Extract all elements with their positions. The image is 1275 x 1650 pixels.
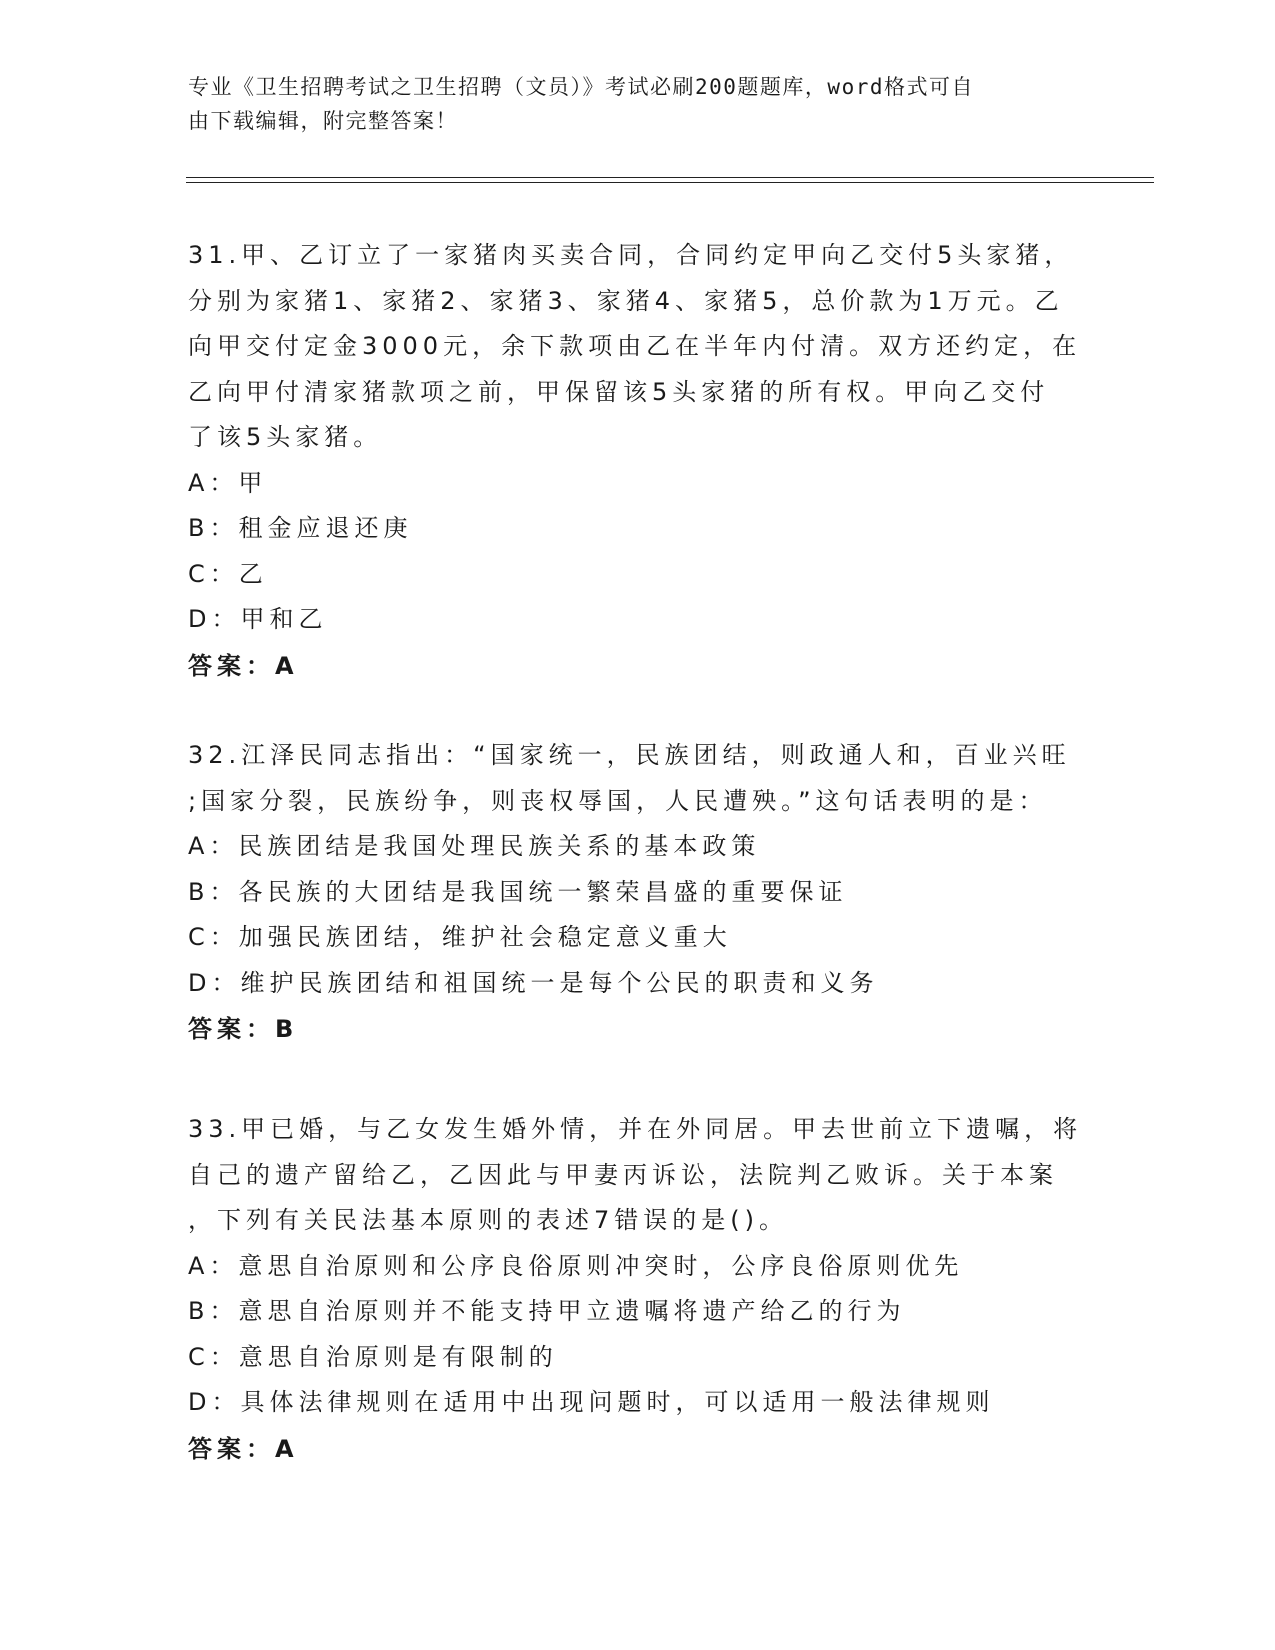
stem-line: 33.甲已婚，与乙女发生婚外情，并在外同居。甲去世前立下遗嘱，将 xyxy=(188,1115,1083,1143)
header-line: 专业《卫生招聘考试之卫生招聘（文员）》考试必刷200题题库，word格式可自 xyxy=(188,75,974,99)
header-divider xyxy=(186,182,1154,183)
option-d: D：具体法律规则在适用中出现问题时，可以适用一般法律规则 xyxy=(188,1388,995,1416)
option-d: D：维护民族团结和祖国统一是每个公民的职责和义务 xyxy=(188,968,879,997)
answer-line: 答案：B xyxy=(188,1015,299,1043)
question-stem xyxy=(188,733,1088,824)
option-a: A：甲 xyxy=(188,468,268,497)
document-header xyxy=(188,70,1088,138)
stem-line: ，下列有关民法基本原则的表述7错误的是()。 xyxy=(188,1206,788,1234)
answer-line: 答案：A xyxy=(188,651,299,680)
option-d: D：甲和乙 xyxy=(188,605,328,633)
stem-line: 31.甲、乙订立了一家猪肉买卖合同，合同约定甲向乙交付5头家猪， xyxy=(188,241,1074,269)
question-32 xyxy=(188,733,1088,1052)
answer-line: 答案：A xyxy=(188,1434,299,1463)
option-a: A：意思自治原则和公序良俗原则冲突时，公序良俗原则优先 xyxy=(188,1251,964,1280)
header-divider xyxy=(186,177,1154,178)
option-c: C：意思自治原则是有限制的 xyxy=(188,1342,558,1371)
option-a: A：民族团结是我国处理民族关系的基本政策 xyxy=(188,832,761,860)
stem-line: 乙向甲付清家猪款项之前，甲保留该5头家猪的所有权。甲向乙交付 xyxy=(188,377,1050,406)
question-31 xyxy=(188,233,1088,689)
stem-line: 向甲交付定金3000元，余下款项由乙在半年内付清。双方还约定，在 xyxy=(188,332,1082,360)
option-b: B：租金应退还庚 xyxy=(188,514,413,542)
stem-line: 自己的遗产留给乙，乙因此与甲妻丙诉讼，法院判乙败诉。关于本案 xyxy=(188,1160,1058,1189)
option-c: C：乙 xyxy=(188,559,268,588)
stem-line: 分别为家猪1、家猪2、家猪3、家猪4、家猪5，总价款为1万元。乙 xyxy=(188,286,1064,315)
question-33 xyxy=(188,1107,1088,1472)
header-line: 由下载编辑，附完整答案！ xyxy=(188,109,458,133)
question-stem xyxy=(188,233,1088,461)
option-b: B：各民族的大团结是我国统一繁荣昌盛的重要保证 xyxy=(188,877,848,906)
option-b: B：意思自治原则并不能支持甲立遗嘱将遗产给乙的行为 xyxy=(188,1297,906,1325)
stem-line: 了该5头家猪。 xyxy=(188,423,383,451)
stem-line: ;国家分裂，民族纷争，则丧权辱国，人民遭殃。”这句话表明的是： xyxy=(188,786,1048,815)
question-stem xyxy=(188,1107,1088,1244)
stem-line: 32.江泽民同志指出：“国家统一，民族团结，则政通人和，百业兴旺 xyxy=(188,741,1071,769)
option-c: C：加强民族团结，维护社会稳定意义重大 xyxy=(188,923,732,951)
